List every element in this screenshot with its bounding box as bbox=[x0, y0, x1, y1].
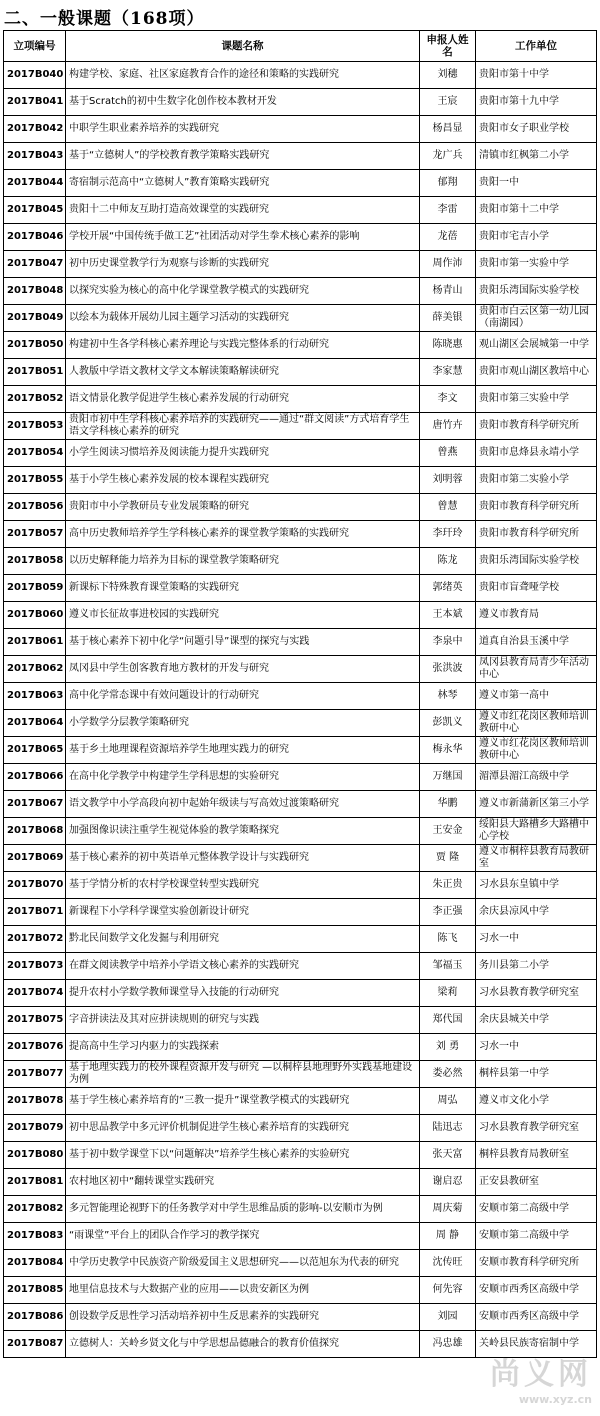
table-row bbox=[4, 1169, 597, 1196]
cell-name: 以历史解释能力培养为目标的课堂教学策略研究 bbox=[66, 548, 420, 575]
table-row bbox=[4, 359, 597, 386]
cell-person: 曾燕 bbox=[420, 440, 476, 467]
cell-unit: 安顺市西秀区高级中学 bbox=[476, 1277, 597, 1304]
cell-person: 王安金 bbox=[420, 818, 476, 845]
table-row bbox=[4, 278, 597, 305]
table-row bbox=[4, 1223, 597, 1250]
cell-person: 刘园 bbox=[420, 1304, 476, 1331]
cell-unit: 遵义市红花岗区教师培训教研中心 bbox=[476, 710, 597, 737]
cell-person: 张天富 bbox=[420, 1142, 476, 1169]
cell-person: 唐竹卉 bbox=[420, 413, 476, 440]
table-row bbox=[4, 467, 597, 494]
table-row bbox=[4, 1331, 597, 1358]
cell-name: 黔北民间数学文化发掘与利用研究 bbox=[66, 926, 420, 953]
cell-code: 2017B074 bbox=[4, 980, 66, 1007]
cell-name: 以绘本为载体开展幼儿园主题学习活动的实践研究 bbox=[66, 305, 420, 332]
table-row bbox=[4, 116, 597, 143]
cell-person: 万继国 bbox=[420, 764, 476, 791]
table-row bbox=[4, 602, 597, 629]
cell-person: 李玕玲 bbox=[420, 521, 476, 548]
cell-unit: 观山湖区会展城第一中学 bbox=[476, 332, 597, 359]
cell-name: 多元智能理论视野下的任务教学对中学生思维品质的影响-以安顺市为例 bbox=[66, 1196, 420, 1223]
cell-unit: 贵阳市观山湖区教培中心 bbox=[476, 359, 597, 386]
cell-person: 郁翔 bbox=[420, 170, 476, 197]
table-row bbox=[4, 332, 597, 359]
cell-person: 彭凯义 bbox=[420, 710, 476, 737]
cell-unit: 安顺市第二高级中学 bbox=[476, 1223, 597, 1250]
cell-code: 2017B046 bbox=[4, 224, 66, 251]
cell-unit: 遵义市教育局 bbox=[476, 602, 597, 629]
table-row bbox=[4, 440, 597, 467]
cell-name: 基于乡土地理课程资源培养学生地理实践力的研究 bbox=[66, 737, 420, 764]
column-header-code: 立项编号 bbox=[4, 31, 66, 62]
cell-code: 2017B062 bbox=[4, 656, 66, 683]
cell-unit: 贵阳市第十九中学 bbox=[476, 89, 597, 116]
cell-code: 2017B052 bbox=[4, 386, 66, 413]
table-row bbox=[4, 1034, 597, 1061]
cell-code: 2017B084 bbox=[4, 1250, 66, 1277]
cell-name: 创设数学反思性学习活动培养初中生反思素养的实践研究 bbox=[66, 1304, 420, 1331]
table-row bbox=[4, 251, 597, 278]
cell-code: 2017B072 bbox=[4, 926, 66, 953]
cell-unit: 余庆县凉风中学 bbox=[476, 899, 597, 926]
cell-code: 2017B086 bbox=[4, 1304, 66, 1331]
cell-unit: 安顺市第二高级中学 bbox=[476, 1196, 597, 1223]
table-row bbox=[4, 845, 597, 872]
cell-unit: 习水县教育教学研究室 bbox=[476, 980, 597, 1007]
cell-unit: 遵义市红花岗区教师培训教研中心 bbox=[476, 737, 597, 764]
cell-name: 寄宿制示范高中“立德树人”教育策略实践研究 bbox=[66, 170, 420, 197]
cell-code: 2017B044 bbox=[4, 170, 66, 197]
cell-unit: 贵阳市第十中学 bbox=[476, 62, 597, 89]
table-header-row bbox=[4, 31, 597, 62]
cell-name: 基于“立德树人”的学校教育教学策略实践研究 bbox=[66, 143, 420, 170]
cell-name: 构建学校、家庭、社区家庭教育合作的途径和策略的实践研究 bbox=[66, 62, 420, 89]
cell-name: 初中思品教学中多元评价机制促进学生核心素养培育的实践研究 bbox=[66, 1115, 420, 1142]
cell-code: 2017B075 bbox=[4, 1007, 66, 1034]
column-header-name: 课题名称 bbox=[66, 31, 420, 62]
cell-code: 2017B060 bbox=[4, 602, 66, 629]
cell-unit: 绥阳县大路槽乡大路槽中心学校 bbox=[476, 818, 597, 845]
cell-unit: 正安县教研室 bbox=[476, 1169, 597, 1196]
cell-unit: 关岭县民族寄宿制中学 bbox=[476, 1331, 597, 1358]
table-row bbox=[4, 1088, 597, 1115]
cell-code: 2017B043 bbox=[4, 143, 66, 170]
cell-unit: 遵义市文化小学 bbox=[476, 1088, 597, 1115]
cell-code: 2017B066 bbox=[4, 764, 66, 791]
cell-person: 沈传旺 bbox=[420, 1250, 476, 1277]
cell-person: 贾 隆 bbox=[420, 845, 476, 872]
cell-person: 薛美银 bbox=[420, 305, 476, 332]
cell-unit: 贵阳市白云区第一幼儿园（南湖园） bbox=[476, 305, 597, 332]
cell-unit: 习水县教育教学研究室 bbox=[476, 1115, 597, 1142]
section-title: 二、一般课题（168项） bbox=[4, 9, 205, 29]
table-row bbox=[4, 818, 597, 845]
cell-unit: 习水县东皇镇中学 bbox=[476, 872, 597, 899]
table-row bbox=[4, 1115, 597, 1142]
table-row bbox=[4, 548, 597, 575]
cell-person: 龙广兵 bbox=[420, 143, 476, 170]
table-row bbox=[4, 764, 597, 791]
cell-person: 周弘 bbox=[420, 1088, 476, 1115]
cell-name: 在群文阅读教学中培养小学语文核心素养的实践研究 bbox=[66, 953, 420, 980]
table-row bbox=[4, 656, 597, 683]
cell-name: 基于地理实践力的校外课程资源开发与研究 —以桐梓县地理野外实践基地建设为例 bbox=[66, 1061, 420, 1088]
cell-person: 何先容 bbox=[420, 1277, 476, 1304]
cell-person: 周 静 bbox=[420, 1223, 476, 1250]
cell-code: 2017B058 bbox=[4, 548, 66, 575]
cell-unit: 贵阳市第三实验中学 bbox=[476, 386, 597, 413]
cell-name: 中学历史教学中民族资产阶级爱国主义思想研究——以范旭东为代表的研究 bbox=[66, 1250, 420, 1277]
column-header-person: 申报人姓名 bbox=[420, 31, 476, 62]
cell-name: 基于初中数学课堂下以“问题解决”培养学生核心素养的实验研究 bbox=[66, 1142, 420, 1169]
cell-name: 构建初中生各学科核心素养理论与实践完整体系的行动研究 bbox=[66, 332, 420, 359]
cell-name: 新课标下特殊教育课堂策略的实践研究 bbox=[66, 575, 420, 602]
cell-person: 杨昌显 bbox=[420, 116, 476, 143]
cell-person: 陈晓惠 bbox=[420, 332, 476, 359]
cell-name: 基于Scratch的初中生数字化创作校本教材开发 bbox=[66, 89, 420, 116]
cell-code: 2017B053 bbox=[4, 413, 66, 440]
cell-code: 2017B051 bbox=[4, 359, 66, 386]
cell-person: 李雷 bbox=[420, 197, 476, 224]
table-row bbox=[4, 683, 597, 710]
cell-unit: 贵阳市宅吉小学 bbox=[476, 224, 597, 251]
cell-name: 以探究实验为核心的高中化学课堂教学模式的实践研究 bbox=[66, 278, 420, 305]
table-row bbox=[4, 1304, 597, 1331]
table-row bbox=[4, 926, 597, 953]
table-row bbox=[4, 143, 597, 170]
table-row bbox=[4, 413, 597, 440]
table-row bbox=[4, 305, 597, 332]
cell-unit: 余庆县城关中学 bbox=[476, 1007, 597, 1034]
cell-person: 娄必然 bbox=[420, 1061, 476, 1088]
cell-code: 2017B069 bbox=[4, 845, 66, 872]
cell-person: 梁莉 bbox=[420, 980, 476, 1007]
cell-code: 2017B070 bbox=[4, 872, 66, 899]
column-header-unit: 工作单位 bbox=[476, 31, 597, 62]
cell-code: 2017B067 bbox=[4, 791, 66, 818]
cell-name: 人教版中学语文教材文学文本解读策略解读研究 bbox=[66, 359, 420, 386]
cell-name: 语文情景化教学促进学生核心素养发展的行动研究 bbox=[66, 386, 420, 413]
table-row bbox=[4, 899, 597, 926]
cell-code: 2017B063 bbox=[4, 683, 66, 710]
cell-unit: 习水一中 bbox=[476, 926, 597, 953]
cell-code: 2017B078 bbox=[4, 1088, 66, 1115]
table-row bbox=[4, 1277, 597, 1304]
cell-unit: 桐梓县第一中学 bbox=[476, 1061, 597, 1088]
cell-person: 华鹏 bbox=[420, 791, 476, 818]
cell-unit: 遵义市第一高中 bbox=[476, 683, 597, 710]
cell-code: 2017B040 bbox=[4, 62, 66, 89]
cell-name: 基于小学生核心素养发展的校本课程实践研究 bbox=[66, 467, 420, 494]
cell-unit: 贵阳市女子职业学校 bbox=[476, 116, 597, 143]
cell-person: 王本斌 bbox=[420, 602, 476, 629]
cell-unit: 清镇市红枫第二小学 bbox=[476, 143, 597, 170]
cell-person: 刘明蓉 bbox=[420, 467, 476, 494]
cell-code: 2017B081 bbox=[4, 1169, 66, 1196]
cell-unit: 凤冈县教育局青少年活动中心 bbox=[476, 656, 597, 683]
cell-unit: 贵阳市第二实验小学 bbox=[476, 467, 597, 494]
cell-person: 陈飞 bbox=[420, 926, 476, 953]
cell-name: 遵义市长征故事进校园的实践研究 bbox=[66, 602, 420, 629]
watermark-url: www.xyz.cn bbox=[518, 1393, 592, 1406]
cell-name: 在高中化学教学中构建学生学科思想的实验研究 bbox=[66, 764, 420, 791]
cell-code: 2017B082 bbox=[4, 1196, 66, 1223]
table-row bbox=[4, 494, 597, 521]
cell-person: 朱正贵 bbox=[420, 872, 476, 899]
table-row bbox=[4, 170, 597, 197]
cell-person: 刘穗 bbox=[420, 62, 476, 89]
cell-unit: 安顺市西秀区高级中学 bbox=[476, 1304, 597, 1331]
cell-unit: 贵阳市息烽县永靖小学 bbox=[476, 440, 597, 467]
cell-unit: 习水一中 bbox=[476, 1034, 597, 1061]
table-row bbox=[4, 737, 597, 764]
project-table bbox=[3, 30, 597, 1358]
cell-name: 贵阳市初中生学科核心素养培养的实践研究——通过“群文阅读”方式培育学生语文学科核心素养的研究 bbox=[66, 413, 420, 440]
cell-name: 提升农村小学数学教师课堂导入技能的行动研究 bbox=[66, 980, 420, 1007]
cell-person: 龙蓓 bbox=[420, 224, 476, 251]
cell-unit: 遵义市桐梓县教育局教研室 bbox=[476, 845, 597, 872]
table-row bbox=[4, 710, 597, 737]
cell-name: 立德树人：关岭乡贤文化与中学思想品德融合的教育价值探究 bbox=[66, 1331, 420, 1358]
cell-person: 梅永华 bbox=[420, 737, 476, 764]
cell-unit: 贵阳市教育科学研究所 bbox=[476, 413, 597, 440]
table-row bbox=[4, 386, 597, 413]
cell-unit: 贵阳乐湾国际实验学校 bbox=[476, 278, 597, 305]
cell-name: 字音拼读法及其对应拼读规则的研究与实践 bbox=[66, 1007, 420, 1034]
cell-name: 小学数学分层教学策略研究 bbox=[66, 710, 420, 737]
cell-person: 陈龙 bbox=[420, 548, 476, 575]
cell-name: 基于学生核心素养培育的“三教一提升”课堂教学模式的实践研究 bbox=[66, 1088, 420, 1115]
cell-name: 贵阳十二中师友互助打造高效课堂的实践研究 bbox=[66, 197, 420, 224]
watermark-text: 尚义网 bbox=[490, 1357, 592, 1392]
cell-name: “雨课堂”平台上的团队合作学习的教学探究 bbox=[66, 1223, 420, 1250]
cell-code: 2017B055 bbox=[4, 467, 66, 494]
table-row bbox=[4, 1061, 597, 1088]
cell-person: 周庆菊 bbox=[420, 1196, 476, 1223]
cell-code: 2017B059 bbox=[4, 575, 66, 602]
cell-unit: 道真自治县玉溪中学 bbox=[476, 629, 597, 656]
cell-code: 2017B065 bbox=[4, 737, 66, 764]
cell-person: 冯忠雄 bbox=[420, 1331, 476, 1358]
cell-name: 高中历史教师培养学生学科核心素养的课堂教学策略的实践研究 bbox=[66, 521, 420, 548]
cell-person: 张洪波 bbox=[420, 656, 476, 683]
table-body bbox=[4, 62, 597, 1358]
table-row bbox=[4, 521, 597, 548]
cell-unit: 湄潭县湄江高级中学 bbox=[476, 764, 597, 791]
cell-person: 郑代国 bbox=[420, 1007, 476, 1034]
cell-name: 农村地区初中“翻转课堂实践研究 bbox=[66, 1169, 420, 1196]
cell-code: 2017B068 bbox=[4, 818, 66, 845]
cell-person: 刘 勇 bbox=[420, 1034, 476, 1061]
cell-name: 基于核心素养下初中化学“问题引导”课型的探究与实践 bbox=[66, 629, 420, 656]
table-row bbox=[4, 791, 597, 818]
cell-name: 贵阳市中小学教研员专业发展策略的研究 bbox=[66, 494, 420, 521]
cell-person: 李文 bbox=[420, 386, 476, 413]
cell-unit: 贵阳市盲聋哑学校 bbox=[476, 575, 597, 602]
table-row bbox=[4, 1142, 597, 1169]
cell-code: 2017B061 bbox=[4, 629, 66, 656]
cell-person: 王宸 bbox=[420, 89, 476, 116]
cell-unit: 贵阳市第一实验中学 bbox=[476, 251, 597, 278]
cell-code: 2017B064 bbox=[4, 710, 66, 737]
table-row bbox=[4, 629, 597, 656]
cell-name: 基于学情分析的农村学校课堂转型实践研究 bbox=[66, 872, 420, 899]
cell-code: 2017B054 bbox=[4, 440, 66, 467]
cell-code: 2017B041 bbox=[4, 89, 66, 116]
cell-code: 2017B079 bbox=[4, 1115, 66, 1142]
cell-person: 李家慧 bbox=[420, 359, 476, 386]
cell-person: 林琴 bbox=[420, 683, 476, 710]
cell-unit: 桐梓县教育局教研室 bbox=[476, 1142, 597, 1169]
cell-unit: 贵阳市教育科学研究所 bbox=[476, 494, 597, 521]
table-row bbox=[4, 1007, 597, 1034]
cell-unit: 遵义市新蒲新区第三小学 bbox=[476, 791, 597, 818]
cell-unit: 贵阳市第十二中学 bbox=[476, 197, 597, 224]
cell-name: 加强图像识读注重学生视觉体验的教学策略探究 bbox=[66, 818, 420, 845]
cell-code: 2017B049 bbox=[4, 305, 66, 332]
cell-person: 郭绪英 bbox=[420, 575, 476, 602]
cell-person: 谢启忍 bbox=[420, 1169, 476, 1196]
cell-code: 2017B076 bbox=[4, 1034, 66, 1061]
cell-person: 杨青山 bbox=[420, 278, 476, 305]
table-row bbox=[4, 224, 597, 251]
cell-name: 新课程下小学科学课堂实验创新设计研究 bbox=[66, 899, 420, 926]
table-row bbox=[4, 1250, 597, 1277]
cell-code: 2017B047 bbox=[4, 251, 66, 278]
cell-name: 高中化学常态课中有效问题设计的行动研究 bbox=[66, 683, 420, 710]
cell-person: 李泉中 bbox=[420, 629, 476, 656]
cell-code: 2017B073 bbox=[4, 953, 66, 980]
cell-code: 2017B080 bbox=[4, 1142, 66, 1169]
table-row bbox=[4, 197, 597, 224]
table-row bbox=[4, 1196, 597, 1223]
table-row bbox=[4, 89, 597, 116]
cell-unit: 贵阳市教育科学研究所 bbox=[476, 521, 597, 548]
cell-code: 2017B077 bbox=[4, 1061, 66, 1088]
table-row bbox=[4, 980, 597, 1007]
cell-code: 2017B045 bbox=[4, 197, 66, 224]
cell-person: 周作沛 bbox=[420, 251, 476, 278]
cell-unit: 贵阳一中 bbox=[476, 170, 597, 197]
cell-name: 提高高中生学习内驱力的实践探索 bbox=[66, 1034, 420, 1061]
cell-person: 陆迅志 bbox=[420, 1115, 476, 1142]
cell-name: 初中历史课堂教学行为观察与诊断的实践研究 bbox=[66, 251, 420, 278]
cell-person: 李正强 bbox=[420, 899, 476, 926]
cell-code: 2017B071 bbox=[4, 899, 66, 926]
table-row bbox=[4, 953, 597, 980]
cell-code: 2017B083 bbox=[4, 1223, 66, 1250]
cell-code: 2017B056 bbox=[4, 494, 66, 521]
table-row bbox=[4, 575, 597, 602]
cell-unit: 贵阳乐湾国际实验学校 bbox=[476, 548, 597, 575]
cell-name: 小学生阅读习惯培养及阅读能力提升实践研究 bbox=[66, 440, 420, 467]
cell-name: 地里信息技术与大数据产业的应用——以贵安新区为例 bbox=[66, 1277, 420, 1304]
cell-code: 2017B050 bbox=[4, 332, 66, 359]
cell-name: 中职学生职业素养培养的实践研究 bbox=[66, 116, 420, 143]
cell-name: 凤冈县中学生创客教育地方教材的开发与研究 bbox=[66, 656, 420, 683]
cell-unit: 务川县第二小学 bbox=[476, 953, 597, 980]
table-row bbox=[4, 62, 597, 89]
cell-person: 邹福玉 bbox=[420, 953, 476, 980]
cell-name: 学校开展“中国传统手做工艺”社团活动对学生拳术核心素养的影响 bbox=[66, 224, 420, 251]
cell-code: 2017B057 bbox=[4, 521, 66, 548]
cell-unit: 安顺市教育科学研究所 bbox=[476, 1250, 597, 1277]
table-row bbox=[4, 872, 597, 899]
cell-code: 2017B085 bbox=[4, 1277, 66, 1304]
cell-code: 2017B087 bbox=[4, 1331, 66, 1358]
cell-name: 基于核心素养的初中英语单元整体教学设计与实践研究 bbox=[66, 845, 420, 872]
cell-person: 曾慧 bbox=[420, 494, 476, 521]
cell-code: 2017B042 bbox=[4, 116, 66, 143]
cell-name: 语文教学中小学高段向初中起始年级读与写高效过渡策略研究 bbox=[66, 791, 420, 818]
cell-code: 2017B048 bbox=[4, 278, 66, 305]
